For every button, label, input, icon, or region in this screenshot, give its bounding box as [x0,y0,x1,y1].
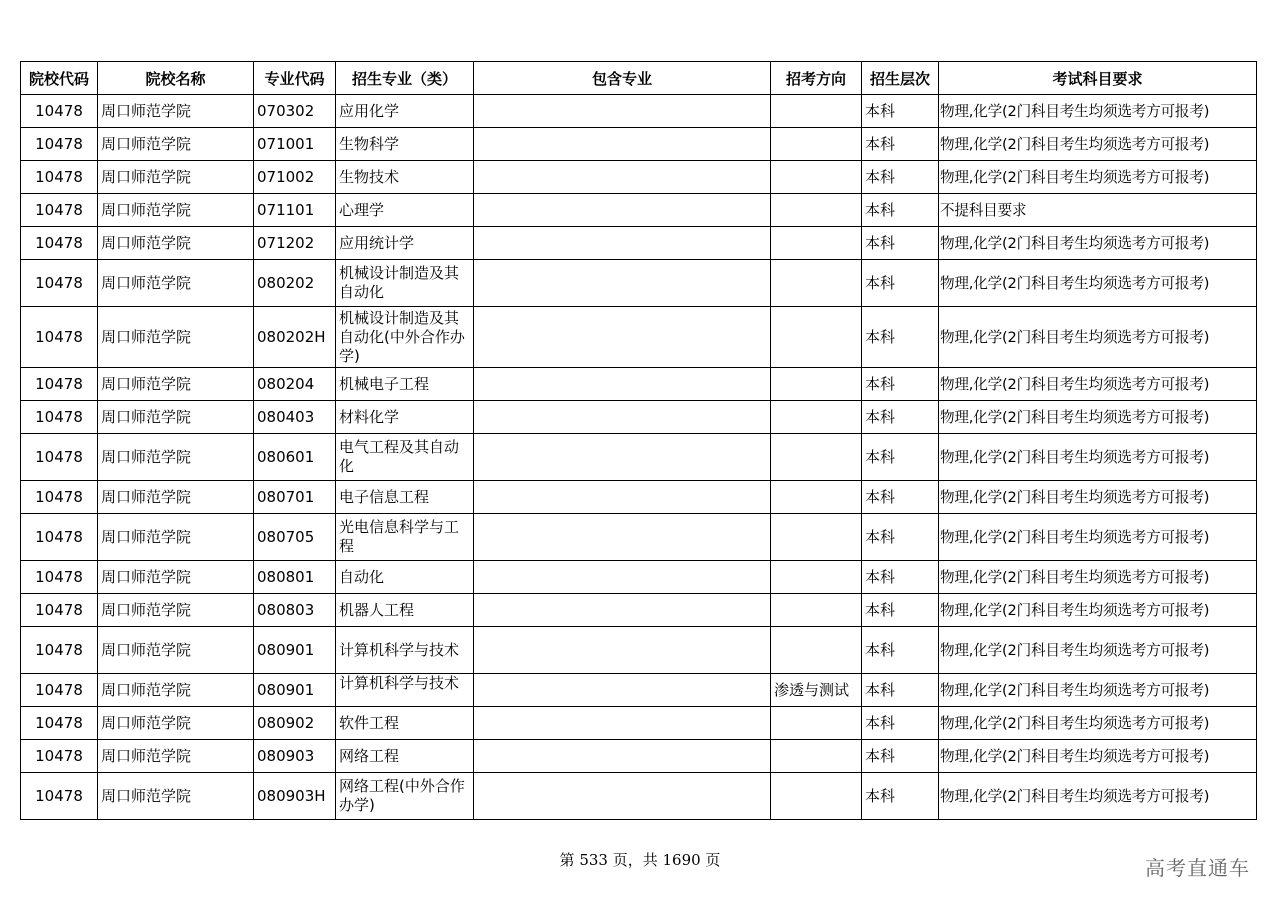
cell-direction [771,401,862,434]
table-row [21,434,1257,481]
cell-level [862,514,939,561]
cell-major-code [254,260,336,307]
cell-level [862,128,939,161]
cell-school-code-text: 10478 [35,200,83,219]
cell-major-text: 应用统计学 [339,233,415,252]
cell-major [336,773,474,820]
table-row [21,95,1257,128]
cell-level [862,707,939,740]
cell-level-text: 本科 [865,640,896,659]
cell-direction [771,773,862,820]
cell-level-text: 本科 [865,327,896,346]
cell-school-code-text: 10478 [35,233,83,252]
cell-requirement [939,561,1257,594]
cell-school-code [21,194,98,227]
cell-requirement [939,627,1257,674]
cell-school-name [98,401,254,434]
cell-major [336,561,474,594]
cell-major-text: 心理学 [339,200,385,219]
cell-school-code [21,740,98,773]
cell-major-text: 生物科学 [339,134,400,153]
cell-requirement-text: 物理,化学(2门科目考生均须选考方可报考) [940,641,1210,659]
cell-requirement [939,128,1257,161]
cell-level [862,161,939,194]
cell-major-code-text: 080403 [257,407,315,426]
cell-school-name-text: 周口师范学院 [101,713,192,732]
table-row [21,161,1257,194]
cell-major-text: 软件工程 [339,713,400,732]
cell-requirement-text: 物理,化学(2门科目考生均须选考方可报考) [940,375,1210,393]
cell-school-code [21,128,98,161]
cell-school-name-text: 周口师范学院 [101,167,192,186]
cell-school-name-text: 周口师范学院 [101,600,192,619]
cell-requirement [939,307,1257,368]
cell-includes [474,561,771,594]
cell-level [862,674,939,707]
cell-major-text: 自动化 [339,567,385,586]
cell-requirement-text: 物理,化学(2门科目考生均须选考方可报考) [940,601,1210,619]
cell-major-code-text: 080705 [257,527,315,546]
header-includes: 包含专业 [474,62,771,95]
cell-major-code [254,773,336,820]
cell-school-code [21,434,98,481]
header-direction: 招考方向 [771,62,862,95]
cell-direction [771,260,862,307]
cell-level [862,227,939,260]
cell-includes [474,773,771,820]
cell-level [862,434,939,481]
cell-major-code-text: 080202 [257,273,315,292]
cell-major-text: 电气工程及其自动化 [339,438,460,475]
cell-school-name-text: 周口师范学院 [101,567,192,586]
cell-major-text: 光电信息科学与工程 [339,518,460,555]
cell-major [336,128,474,161]
cell-school-code [21,401,98,434]
cell-school-name [98,561,254,594]
cell-school-name-text: 周口师范学院 [101,746,192,765]
cell-major-text: 材料化学 [339,407,400,426]
cell-school-code-text: 10478 [35,640,83,659]
cell-school-name [98,740,254,773]
cell-direction [771,227,862,260]
cell-level-text: 本科 [865,527,896,546]
cell-school-code [21,161,98,194]
cell-major-text: 机器人工程 [339,600,415,619]
cell-level [862,260,939,307]
cell-level-text: 本科 [865,680,896,699]
cell-includes [474,307,771,368]
cell-level [862,594,939,627]
cell-major-text: 计算机科学与技术 [339,675,460,692]
cell-school-name-text: 周口师范学院 [101,527,192,546]
cell-requirement-text: 物理,化学(2门科目考生均须选考方可报考) [940,488,1210,506]
cell-school-name-text: 周口师范学院 [101,374,192,393]
cell-requirement [939,95,1257,128]
cell-major-code-text: 080903H [257,786,326,805]
cell-school-code [21,594,98,627]
cell-major-code [254,594,336,627]
cell-includes [474,434,771,481]
cell-includes [474,740,771,773]
cell-major [336,514,474,561]
cell-major-code [254,707,336,740]
cell-major-code [254,740,336,773]
cell-major-code-text: 080801 [257,567,315,586]
cell-major [336,740,474,773]
cell-level [862,561,939,594]
cell-school-name [98,128,254,161]
cell-level-text: 本科 [865,786,896,805]
cell-requirement [939,707,1257,740]
cell-major [336,227,474,260]
cell-direction [771,307,862,368]
cell-requirement [939,434,1257,481]
cell-school-name-text: 周口师范学院 [101,680,192,699]
cell-requirement-text: 物理,化学(2门科目考生均须选考方可报考) [940,135,1210,153]
cell-school-code-text: 10478 [35,746,83,765]
cell-level-text: 本科 [865,447,896,466]
cell-level-text: 本科 [865,134,896,153]
header-major-code: 专业代码 [254,62,336,95]
cell-major [336,627,474,674]
cell-major-code-text: 071202 [257,233,315,252]
cell-level [862,627,939,674]
cell-includes [474,227,771,260]
cell-direction-text: 渗透与测试 [774,680,850,699]
cell-direction [771,707,862,740]
cell-includes [474,368,771,401]
cell-requirement [939,773,1257,820]
cell-school-code [21,514,98,561]
cell-major-text: 机械电子工程 [339,374,430,393]
table-row [21,561,1257,594]
cell-major-text: 应用化学 [339,101,400,120]
table-row [21,674,1257,707]
table-row [21,481,1257,514]
cell-school-code [21,260,98,307]
cell-direction [771,674,862,707]
cell-includes [474,707,771,740]
cell-level-text: 本科 [865,407,896,426]
table-header-row [21,62,1257,95]
watermark: 高考直通车 [1145,856,1250,880]
cell-school-name [98,307,254,368]
cell-requirement [939,740,1257,773]
cell-school-code-text: 10478 [35,527,83,546]
cell-school-code-text: 10478 [35,447,83,466]
cell-school-name [98,368,254,401]
cell-includes [474,594,771,627]
cell-major-text: 计算机科学与技术 [339,640,460,659]
cell-requirement [939,481,1257,514]
cell-direction [771,514,862,561]
cell-major-text: 机械设计制造及其自动化(中外合作办学) [339,308,465,365]
cell-requirement-text: 不提科目要求 [940,201,1027,219]
cell-school-code-text: 10478 [35,600,83,619]
cell-school-name-text: 周口师范学院 [101,407,192,426]
header-major: 招生专业（类） [336,62,474,95]
header-school-code: 院校代码 [21,62,98,95]
cell-requirement-text: 物理,化学(2门科目考生均须选考方可报考) [940,328,1210,346]
cell-school-code-text: 10478 [35,567,83,586]
table-body [21,95,1257,820]
cell-major-code-text: 071101 [257,200,315,219]
cell-school-code [21,707,98,740]
table-row [21,740,1257,773]
cell-requirement [939,161,1257,194]
cell-requirement [939,594,1257,627]
cell-school-name [98,260,254,307]
table-row [21,260,1257,307]
header-requirement: 考试科目要求 [939,62,1257,95]
cell-school-code-text: 10478 [35,134,83,153]
table-row [21,594,1257,627]
cell-major [336,260,474,307]
cell-major [336,481,474,514]
cell-school-code-text: 10478 [35,327,83,346]
cell-school-code [21,773,98,820]
cell-level [862,368,939,401]
cell-major-code-text: 071001 [257,134,315,153]
cell-direction [771,95,862,128]
cell-level [862,307,939,368]
cell-requirement [939,260,1257,307]
cell-major [336,194,474,227]
cell-school-name [98,773,254,820]
cell-school-name [98,161,254,194]
cell-school-name [98,594,254,627]
cell-major-code [254,161,336,194]
cell-requirement-text: 物理,化学(2门科目考生均须选考方可报考) [940,274,1210,292]
cell-requirement-text: 物理,化学(2门科目考生均须选考方可报考) [940,102,1210,120]
page-footer: 第 533 页，共 1690 页 [559,851,721,869]
cell-school-code [21,481,98,514]
cell-includes [474,514,771,561]
cell-school-code-text: 10478 [35,713,83,732]
cell-school-name [98,95,254,128]
cell-requirement-text: 物理,化学(2门科目考生均须选考方可报考) [940,448,1210,466]
cell-major-code [254,514,336,561]
cell-school-name [98,481,254,514]
cell-school-code [21,368,98,401]
cell-major-text: 网络工程 [339,746,400,765]
cell-includes [474,128,771,161]
cell-level-text: 本科 [865,233,896,252]
table-row [21,707,1257,740]
cell-school-code [21,227,98,260]
cell-includes [474,95,771,128]
cell-major-code-text: 080803 [257,600,315,619]
cell-level [862,481,939,514]
cell-major-code-text: 071002 [257,167,315,186]
cell-school-name [98,627,254,674]
cell-school-code-text: 10478 [35,680,83,699]
cell-school-name-text: 周口师范学院 [101,134,192,153]
cell-direction [771,434,862,481]
cell-direction [771,627,862,674]
header-level: 招生层次 [862,62,939,95]
cell-major-code [254,481,336,514]
cell-requirement [939,514,1257,561]
table-row [21,128,1257,161]
cell-includes [474,194,771,227]
cell-major-code [254,368,336,401]
cell-direction [771,128,862,161]
cell-school-code-text: 10478 [35,167,83,186]
cell-major-code-text: 070302 [257,101,315,120]
cell-direction [771,194,862,227]
cell-school-name [98,514,254,561]
cell-major-code-text: 080204 [257,374,315,393]
cell-major-text: 生物技术 [339,167,400,186]
cell-major [336,368,474,401]
cell-requirement-text: 物理,化学(2门科目考生均须选考方可报考) [940,408,1210,426]
cell-school-name [98,707,254,740]
cell-includes [474,481,771,514]
cell-school-code [21,627,98,674]
cell-requirement [939,368,1257,401]
cell-level [862,194,939,227]
cell-major-code-text: 080902 [257,713,315,732]
table-row [21,227,1257,260]
cell-major-code [254,561,336,594]
cell-school-code-text: 10478 [35,786,83,805]
table-row [21,627,1257,674]
cell-requirement-text: 物理,化学(2门科目考生均须选考方可报考) [940,714,1210,732]
cell-major-code-text: 080903 [257,746,315,765]
cell-major-code-text: 080601 [257,447,315,466]
cell-includes [474,260,771,307]
cell-direction [771,368,862,401]
cell-school-code [21,674,98,707]
cell-requirement-text: 物理,化学(2门科目考生均须选考方可报考) [940,568,1210,586]
admissions-table [20,61,1257,820]
cell-school-name-text: 周口师范学院 [101,273,192,292]
cell-major-code [254,95,336,128]
table-row [21,401,1257,434]
cell-major [336,95,474,128]
cell-requirement-text: 物理,化学(2门科目考生均须选考方可报考) [940,681,1210,699]
header-school-name: 院校名称 [98,62,254,95]
cell-major [336,401,474,434]
cell-direction [771,481,862,514]
cell-school-name-text: 周口师范学院 [101,447,192,466]
cell-school-name-text: 周口师范学院 [101,233,192,252]
cell-level [862,95,939,128]
table-row [21,368,1257,401]
cell-school-name-text: 周口师范学院 [101,200,192,219]
cell-major-code-text: 080901 [257,680,315,699]
cell-school-name-text: 周口师范学院 [101,786,192,805]
cell-includes [474,401,771,434]
cell-major-code [254,128,336,161]
cell-level-text: 本科 [865,167,896,186]
cell-major-text: 电子信息工程 [339,487,430,506]
cell-direction [771,561,862,594]
cell-level-text: 本科 [865,600,896,619]
cell-major [336,674,474,707]
cell-level-text: 本科 [865,374,896,393]
cell-major [336,434,474,481]
cell-requirement [939,227,1257,260]
cell-direction [771,594,862,627]
cell-major-code [254,674,336,707]
table-row [21,307,1257,368]
cell-major-code-text: 080701 [257,487,315,506]
cell-major-text: 机械设计制造及其自动化 [339,264,460,301]
cell-level-text: 本科 [865,487,896,506]
cell-level-text: 本科 [865,200,896,219]
cell-school-code-text: 10478 [35,407,83,426]
cell-school-name-text: 周口师范学院 [101,101,192,120]
cell-school-code-text: 10478 [35,101,83,120]
cell-major-code [254,401,336,434]
cell-requirement [939,194,1257,227]
cell-requirement-text: 物理,化学(2门科目考生均须选考方可报考) [940,787,1210,805]
cell-level [862,773,939,820]
table-row [21,514,1257,561]
cell-major-code-text: 080202H [257,327,326,346]
cell-school-name-text: 周口师范学院 [101,640,192,659]
cell-school-name-text: 周口师范学院 [101,487,192,506]
cell-major [336,307,474,368]
cell-requirement [939,674,1257,707]
table-row [21,773,1257,820]
cell-level [862,401,939,434]
cell-major [336,161,474,194]
cell-requirement-text: 物理,化学(2门科目考生均须选考方可报考) [940,528,1210,546]
cell-school-code-text: 10478 [35,487,83,506]
cell-school-code-text: 10478 [35,374,83,393]
cell-school-code [21,95,98,128]
cell-major-code [254,434,336,481]
cell-school-name [98,674,254,707]
cell-includes [474,161,771,194]
cell-school-code [21,561,98,594]
table-row [21,194,1257,227]
cell-school-name [98,434,254,481]
cell-requirement-text: 物理,化学(2门科目考生均须选考方可报考) [940,234,1210,252]
cell-level-text: 本科 [865,713,896,732]
cell-requirement-text: 物理,化学(2门科目考生均须选考方可报考) [940,168,1210,186]
cell-major [336,594,474,627]
cell-major-code-text: 080901 [257,640,315,659]
cell-major-text: 网络工程(中外合作办学) [339,777,465,814]
cell-level-text: 本科 [865,746,896,765]
cell-requirement-text: 物理,化学(2门科目考生均须选考方可报考) [940,747,1210,765]
cell-major [336,707,474,740]
cell-includes [474,627,771,674]
cell-school-name [98,227,254,260]
cell-direction [771,161,862,194]
cell-major-code [254,194,336,227]
cell-major-code [254,627,336,674]
cell-school-name-text: 周口师范学院 [101,327,192,346]
cell-requirement [939,401,1257,434]
cell-level [862,740,939,773]
cell-school-code-text: 10478 [35,273,83,292]
cell-direction [771,740,862,773]
cell-includes [474,674,771,707]
cell-level-text: 本科 [865,273,896,292]
cell-level-text: 本科 [865,101,896,120]
cell-major-code [254,227,336,260]
cell-level-text: 本科 [865,567,896,586]
cell-major-code [254,307,336,368]
cell-school-code [21,307,98,368]
cell-school-name [98,194,254,227]
